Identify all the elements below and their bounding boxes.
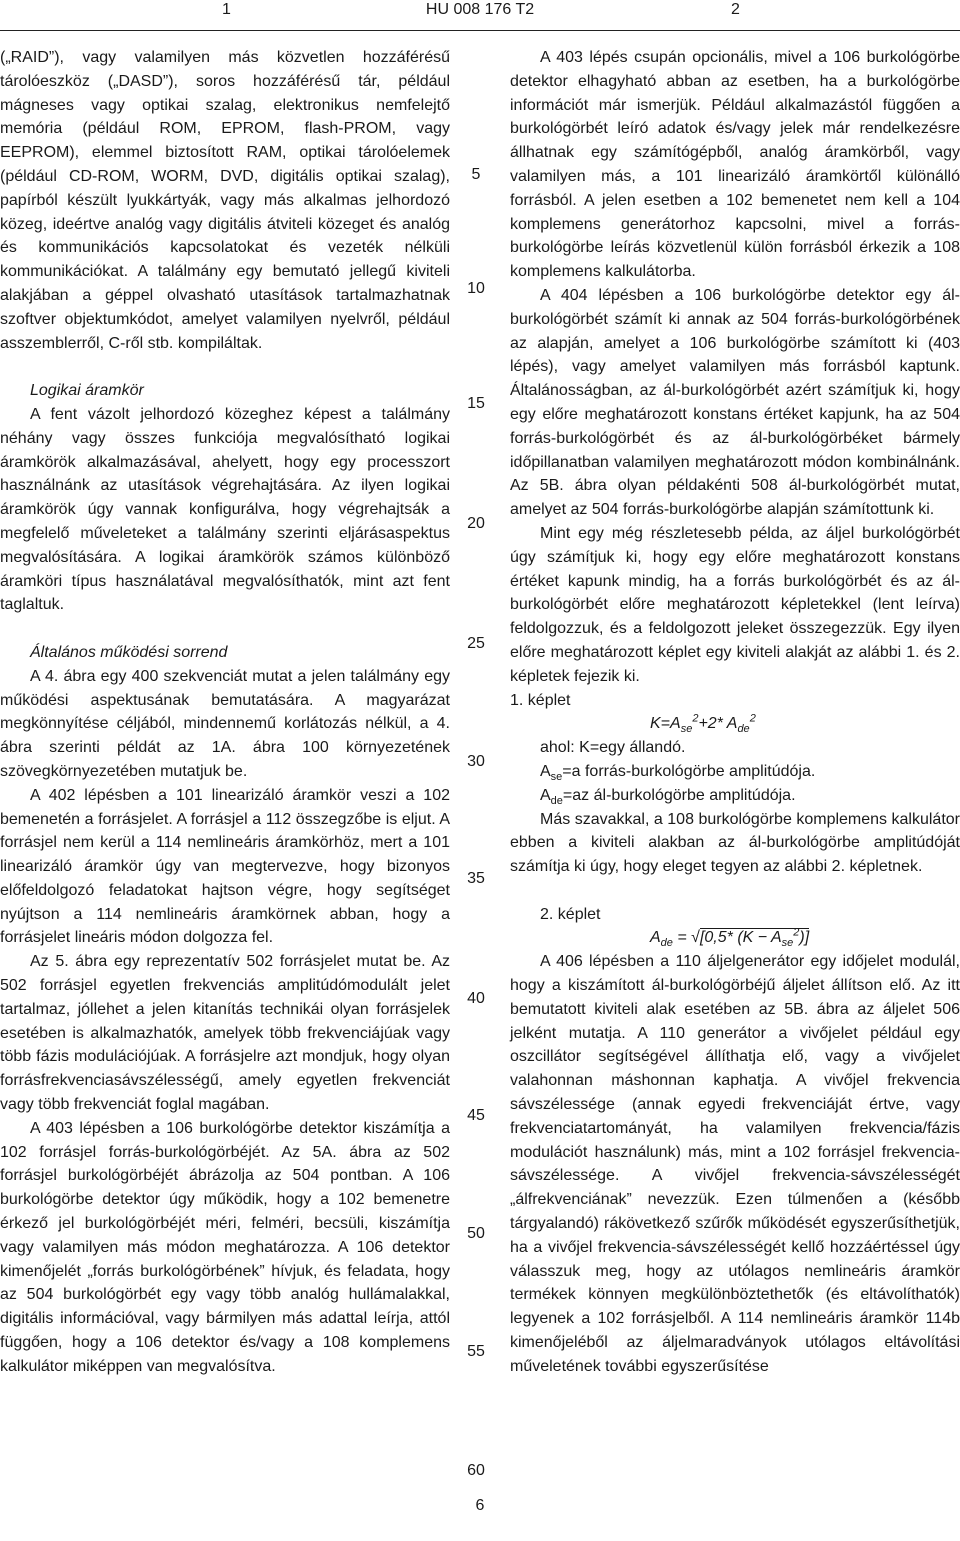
paragraph: A 403 lépés csupán opcionális, mivel a 106 burkológörbe detektor elhagyható abban az esetben, ha a burkológörbe információt már ismerjük. Például alkalmazástól függően a burkológörbét leíró adatok és/vagy jelek már rendelkezésre állhatnak egy számítógépből, analóg áramkörből, vagy valamilyen más, a 101 linearizáló áramkörtől különálló forrásból. A jelen esetben a 102 bemenetet nem kell a 104 komplemens generátorhoz kapcsolni, mivel a forrás-burkológörbe leírás közvetlenül külön forrásból érkezik a 108 komplemens kalkulátorba. xyxy=(510,49,960,281)
paragraph: („RAID”), vagy valamilyen más közvetlen hozzáférésű tárolóeszköz („DASD”), soros hozzáférésű tár, például mágneses vagy optikai szalag, elektronikus nemfelejtő memória (például ROM, EPROM, flash-PROM, vagy EEPROM), elemmel biztosított RAM, optikai tárolóelemek (például CD-ROM, WORM, DVD, digitális optikai szalag), papírból készült lyukkártyák, vagy más alkalmas jelhordozó közeg, ideértve analóg vagy digitális átviteli közeget és analóg és kommunikációs kapcsolatokat és vezeték nélküli kommunikációkat. A találmány egy bemutató jellegű kiviteli alakjában a géppel olvasható utasítások tartalmazhatnak szoftver objektumkódot, amelyet valamilyen nyelvről, például asszemblerről, C-ről stb. kompiláltak. xyxy=(0,49,450,352)
line-number: 5 xyxy=(471,166,481,183)
line-number: 15 xyxy=(467,395,485,412)
definition-line: $A_{se}=a$ forrás-burkológörbe amplitúdója. xyxy=(540,762,816,784)
paragraph: A 403 lépésben a 106 burkológörbe detektor kiszámítja a 102 forrásjel forrás-burkológörbéjét. Az 5A. ábra az 502 forrásjel burkológörbéjét ábrázolja az 504 pontban. A 106 burkológörbe detektor úgy működik, hogy a 102 bemenetre érkező jel burkológörbéjét méri, felméri, becsüli, kiszámítja vagy valamilyen más módon meghatározza. A 106 detektor kimenőjelét „forrás burkológörbének” hívjuk, és feladata, hogy az 504 burkológörbét egy vagy több analóg hullámalakkal, digitális információval, vagy bármilyen más adattal leírja, attól függően, hogy a 106 detektor és/vagy a 108 komplemens kalkulátor miképpen van megvalósítva. xyxy=(0,1119,450,1375)
page-number: 6 xyxy=(475,1497,485,1514)
paragraph: A 4. ábra egy 400 szekvenciát mutat a jelen találmány egy működési aspektusának bemutatására. A magyarázat megkönnyítése céljából, mindennemű korlátozás nélkül, a 4. ábra szerinti példát az 1A. ábra 100 környezetének szövegkörnyezetében mutatjuk be. xyxy=(0,667,450,780)
definition-line: ahol: K=egy állandó. xyxy=(540,739,686,757)
line-number: 30 xyxy=(467,753,485,770)
paragraph: A 404 lépésben a 106 burkológörbe detektor egy ál-burkológörbét számít ki annak az 504 forrás-burkológörbének az alapján, amelyet a 106 burkológörbe számított ki (403 lépés), vagy amelyet valamilyen más forrásból kaptunk. Általánosságban, az ál-burkológörbét azért számítjuk ki, hogy egy előre meghatározott konstans értéket kapjunk, ha az 504 forrás-burkológörbét és az ál-burkológörbéket bármely időpillanatban valamilyen meghatározott módon kombinálnánk. Az 5B. ábra olyan példakénti 508 ál-burkológörbét mutat, amelyet az 504 forrás-burkológörbe alapján számítottunk ki. xyxy=(510,286,960,519)
paragraph: Az 5. ábra egy reprezentatív 502 forrásjelet mutat be. Az 502 forrásjel egyetlen frekvenciás amplitúdómodulált jelet tartalmaz, jóllehet a jelen kitanítás technikái olyan forrásjelek esetében is alkalmazhatók, amelyek több frekvenciájúak vagy több fázis modulációjúak. A forrásjelre azt mondjuk, hogy olyan forrásfrekvenciasávszélességű, amely egyetlen frekvenciát vagy több frekvenciát foglal magában. xyxy=(0,953,450,1114)
section-heading: Általános működési sorrend xyxy=(30,643,228,661)
line-number: 10 xyxy=(467,280,485,297)
paragraph: A 402 lépésben a 101 linearizáló áramkör veszi a 102 bemenetén a forrásjelet. A forrásjel a 112 összegzőbe is eljut. A forrásjel nem kerül a 114 nemlineáris áramkörhöz, mert a 101 linearizáló áramkör úgy van megtervezve, hogy bizonyos előfeldolgozó feladatokat hajtson végre, hogy segítséget nyújtson a 114 nemlineáris áramkörnek abban, hogy a forrásjelet lineáris módon dolgozza fel. xyxy=(0,786,450,947)
line-number: 60 xyxy=(467,1462,485,1479)
line-number: 20 xyxy=(467,515,485,532)
line-number: 50 xyxy=(467,1225,485,1242)
right-column xyxy=(510,46,960,1379)
formula-label: 2. képlet xyxy=(540,905,601,923)
formula-1: $K=A_{se}^2+2*$ $A_{de}^2$ xyxy=(650,712,756,736)
line-number: 25 xyxy=(467,635,485,652)
header-divider xyxy=(0,30,960,31)
header-document-id: HU 008 176 T2 xyxy=(425,1,535,18)
formula-label: 1. képlet xyxy=(510,691,571,709)
formula-2: $A_{de} = √[0,5*$ $(K - A_{se}^2)$] xyxy=(650,927,810,950)
paragraph: A fent vázolt jelhordozó közeghez képest a találmány néhány vagy összes funkciója megvalósítható logikai áramkörök alkalmazásával, ahelyett, hogy egy processzort használnánk az utasítások végrehajtására. Az ilyen logikai áramkörök úgy vannak konfigurálva, hogy végrehajtsák a megfelelő műveleteket a találmány szerinti eljárásaspektus megvalósítására. A logikai áramkörök számos különböző áramköri típus használatával megvalósíthatók, mint azt fent taglaltuk. xyxy=(0,405,450,614)
line-number: 40 xyxy=(467,990,485,1007)
left-column xyxy=(0,46,450,1379)
definition-line: $A_{de}=az$ ál-burkológörbe amplitúdója. xyxy=(540,786,796,807)
header-right-page-number: 2 xyxy=(731,1,740,18)
line-number: 45 xyxy=(467,1107,485,1124)
section-heading: Logikai áramkör xyxy=(30,382,144,400)
paragraph: Más szavakkal, a 108 burkológörbe komplemens kalkulátor ebben a kiviteli alakban az ál-burkológörbe amplitúdóját számítja ki úgy, hogy eleget tegyen az alábbi 2. képletnek. xyxy=(510,810,960,876)
line-number: 55 xyxy=(467,1343,485,1360)
line-number: 35 xyxy=(467,870,485,887)
paragraph: A 406 lépésben a 110 áljelgenerátor egy időjelet modulál, hogy a kiszámított ál-burkológörbéjű áljelet állítson elő. Az itt bemutatott kiviteli alak esetében az 5B. ábra az áljelet 506 jelként mutatja. A 110 generátor a vivőjelet például egy oszcillátor segítségével állíthatja elő, vagy a vivőjelet valahonnan máshonnan kaphatja. A vivőjel frekvencia sávszélessége (annak egyedi frekvenciáját értve, vagy frekvenciatartományát, ha valamilyen frekvencia/fázis modulációt használunk) más, mint a 102 forrásjel frekvencia-sávszélessége. A vivőjel frekvencia-sávszélességét „álfrekvenciának” nevezzük. Ezen túlmenően a (később tárgyalandó) rákövetkező szűrők működését egyszerűsíthetjük, ha a vivőjel frekvencia-sávszélességét kellő hozzáértéssel úgy válasszuk meg, hogy az utólagos nemlineáris áramkör termékek könnyen megkülönböztethetők (és eltávolíthatók) legyenek a 102 forrásjelből. A 114 nemlineáris áramkör 114b kimenőjeléből az áljelmaradványok utólagos eltávolítási műveletének további egyszerűsítése xyxy=(510,953,960,1375)
header-left-page-number: 1 xyxy=(222,1,231,18)
paragraph: Mint egy még részletesebb példa, az áljel burkológörbét úgy számítjuk ki, hogy egy előre meghatározott konstans értéket kapunk mindig, ha a forrás burkológörbét és az ál-burkológörbét előre meghatározott képletekkel (lent leírva) feldolgozzuk, és a feldolgozott jeleket összegezzük. Egy ilyen előre meghatározott képlet egy kiviteli alakját az alábbi 1. és 2. képletek fejezik ki. xyxy=(510,524,960,685)
